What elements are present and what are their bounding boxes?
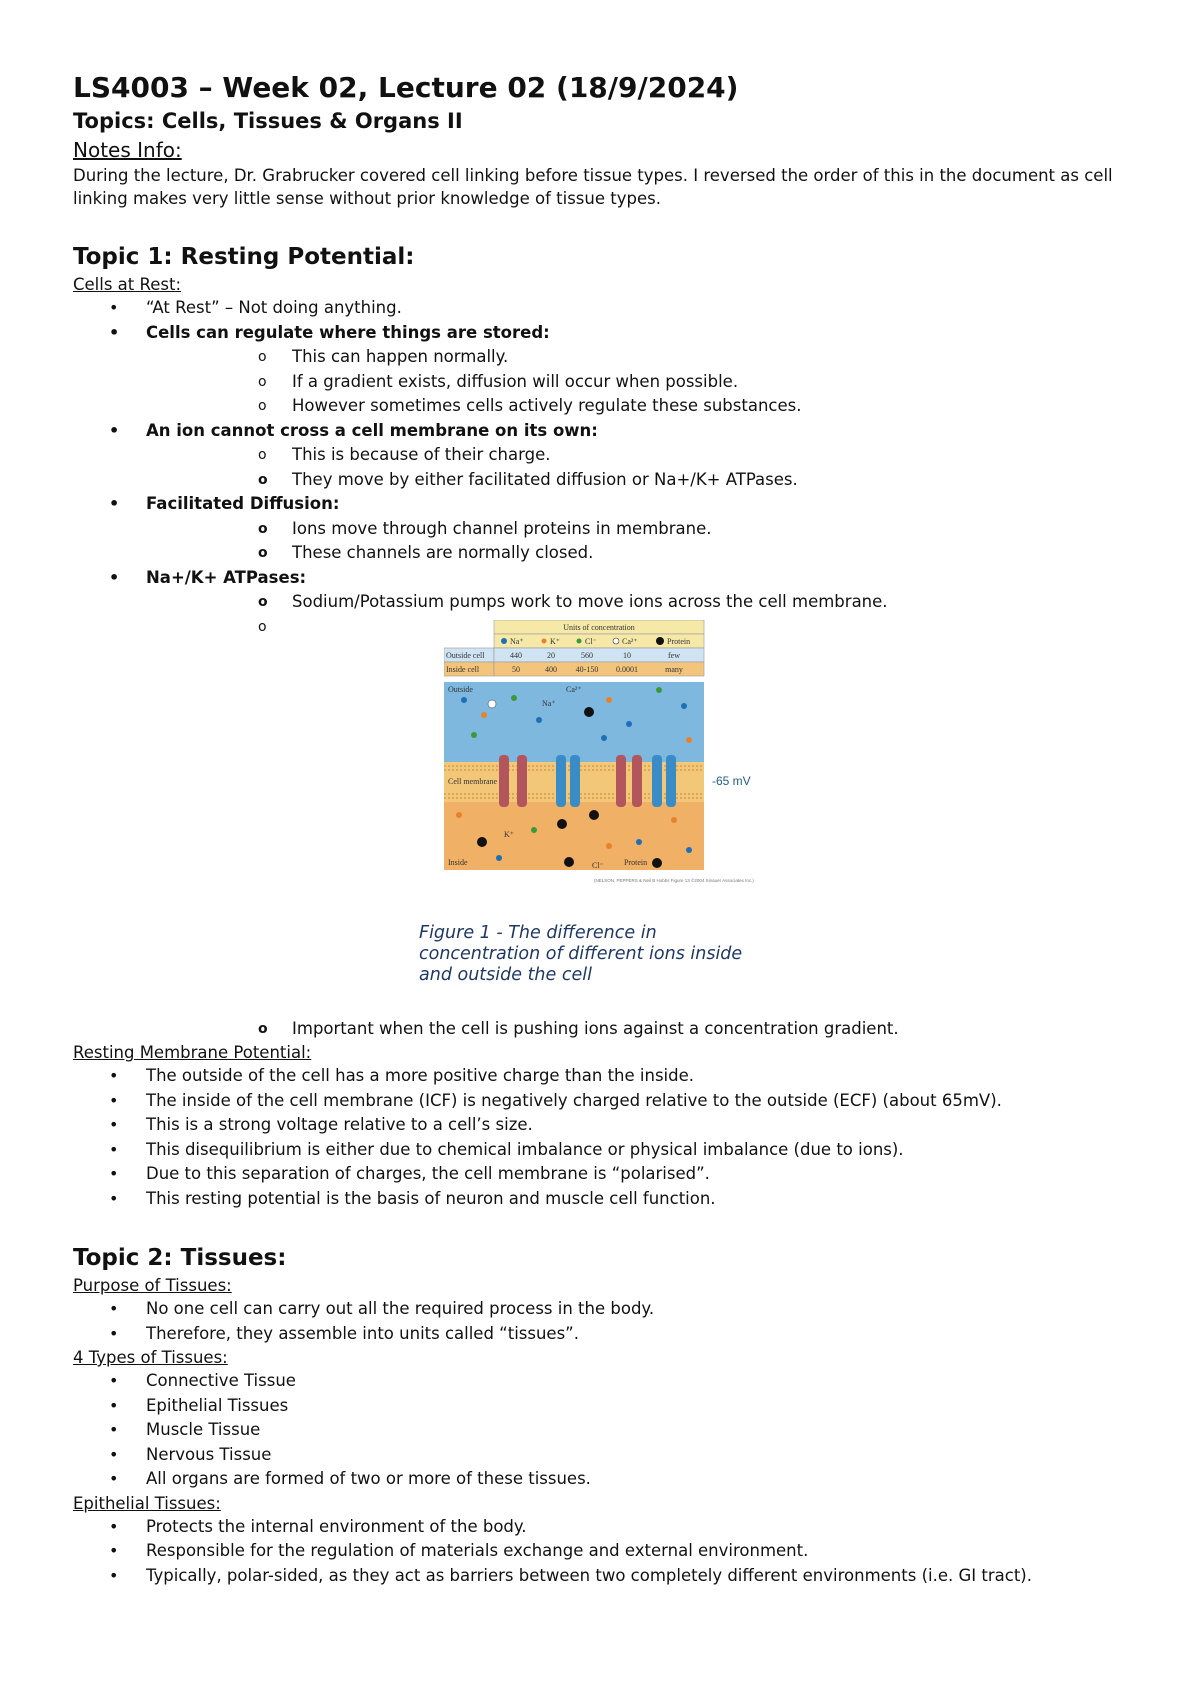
cells-at-rest-list [73, 296, 1133, 1041]
sub-list-item: o However sometimes cells actively regulate these substances. [146, 394, 1133, 419]
list-item: • The inside of the cell membrane (ICF) is negatively charged relative to the outside (ECF) (about 65mV). [73, 1089, 1133, 1114]
figure-wrap [146, 615, 1133, 1017]
list-item [73, 492, 1133, 566]
list-item: • This resting potential is the basis of neuron and muscle cell function. [73, 1187, 1133, 1212]
list-item: • All organs are formed of two or more of these tissues. [73, 1467, 1133, 1492]
document-page [73, 70, 1133, 1588]
list-item-text: Cells can regulate where things are stored: [146, 322, 550, 342]
sub-list-item: o Ions move through channel proteins in membrane. [146, 517, 1133, 542]
tissue-types-list [73, 1369, 1133, 1492]
cells-at-rest-heading: Cells at Rest: [73, 275, 182, 294]
table-title: o Units of concentration [563, 622, 635, 632]
notes-info-text: During the lecture, Dr. Grabrucker covered cell linking before tissue types. I reversed the order of this in the document as cell linking makes very little sense without prior knowledge of tissue types. [73, 166, 1113, 208]
ion-header: Ca²⁺ [622, 636, 638, 646]
list-item: • Protects the internal environment of the body. [73, 1515, 1133, 1540]
page-title: LS4003 – Week 02, Lecture 02 (18/9/2024) [73, 71, 739, 104]
ion-header: Protein [667, 636, 691, 646]
table-cell: many [665, 664, 683, 674]
list-item: • Nervous Tissue [73, 1443, 1133, 1468]
purpose-list [73, 1297, 1133, 1346]
row-label: Outside cell [446, 650, 485, 660]
ion-header: Cl⁻ [585, 636, 597, 646]
ion-concentration-figure [444, 620, 834, 897]
ion-label-na: Na⁺ [542, 698, 556, 708]
outside-compartment [444, 682, 704, 762]
table-cell: 20 [547, 650, 555, 660]
sub-list-item: o Sodium/Potassium pumps work to move ions across the cell membrane. [146, 590, 1133, 615]
list-item: • This is a strong voltage relative to a cell’s size. [73, 1113, 1133, 1138]
protein-label: Protein [624, 857, 648, 867]
outside-label: Outside [448, 684, 473, 694]
table-cell: 10 [623, 650, 631, 660]
list-item [73, 321, 1133, 419]
list-item: • “At Rest” – Not doing anything. [73, 296, 1133, 321]
list-item: • No one cell can carry out all the required process in the body. [73, 1297, 1133, 1322]
ion-header: Na⁺ [510, 636, 524, 646]
table-row-outside [444, 648, 704, 662]
figure-credit: (NELSON, PEPPERS & Neil B Hobbs Figure 13 ©2004 Sinauer Associates Inc.) [594, 877, 754, 883]
list-item-text: An ion cannot cross a cell membrane on its own: [146, 420, 598, 440]
ion-header: K⁺ [550, 636, 560, 646]
ion-label-k: K⁺ [504, 829, 514, 839]
purpose-of-tissues-heading: Purpose of Tissues: [73, 1276, 232, 1295]
sub-list [146, 345, 1133, 419]
sub-list-item: o This is because of their charge. [146, 443, 1133, 468]
sub-list [146, 590, 1133, 1041]
topic2-heading: Topic 2: Tissues: [73, 1245, 287, 1271]
sub-list-item: o Important when the cell is pushing ions against a concentration gradient. [146, 1017, 1133, 1042]
topics-subtitle: Topics: Cells, Tissues & Organs II [73, 109, 463, 133]
list-item: • Due to this separation of charges, the cell membrane is “polarised”. [73, 1162, 1133, 1187]
sub-list [146, 517, 1133, 566]
resting-membrane-potential-heading: Resting Membrane Potential: [73, 1043, 312, 1062]
list-item: • Epithelial Tissues [73, 1394, 1133, 1419]
epithelial-list [73, 1515, 1133, 1589]
inside-label: Inside [448, 857, 468, 867]
membrane-label: Cell membrane [448, 776, 498, 786]
sub-list-item: o This can happen normally. [146, 345, 1133, 370]
list-item [73, 566, 1133, 1042]
membrane-voltage-label: -65 mV [712, 773, 751, 788]
sub-list-item: o These channels are normally closed. [146, 541, 1133, 566]
resting-potential-list [73, 1064, 1133, 1211]
table-cell: few [668, 650, 680, 660]
table-ion-header [494, 634, 704, 648]
figure-container [146, 615, 1133, 1017]
notes-info-heading: Notes Info: [73, 138, 182, 162]
table-cell: 40-150 [575, 664, 599, 674]
table-cell: 400 [545, 664, 557, 674]
list-item-text: Na+/K+ ATPases: [146, 567, 307, 587]
figure-caption: Figure 1 - The difference in concentration of different ions inside and outside the cell [419, 922, 743, 985]
list-item: • Therefore, they assemble into units called “tissues”. [73, 1322, 1133, 1347]
epithelial-tissues-heading: Epithelial Tissues: [73, 1493, 221, 1513]
list-item: • This disequilibrium is either due to chemical imbalance or physical imbalance (due to ions). [73, 1138, 1133, 1163]
row-label: Inside cell [446, 664, 480, 674]
list-item: • Connective Tissue [73, 1369, 1133, 1394]
sub-list-item: o They move by either facilitated diffusion or Na+/K+ ATPases. [146, 468, 1133, 493]
list-item-text: Facilitated Diffusion: [146, 494, 340, 513]
list-item: • Muscle Tissue [73, 1418, 1133, 1443]
table-cell: 0.0001 [616, 664, 638, 674]
inside-compartment [444, 802, 704, 870]
list-item [73, 419, 1133, 493]
list-item: • Typically, polar-sided, as they act as barriers between two completely different environments (i.e. GI tract). [73, 1564, 1133, 1589]
list-item: • The outside of the cell has a more positive charge than the inside. [73, 1064, 1133, 1089]
table-cell: 50 [512, 664, 520, 674]
ion-label-ca: Ca²⁺ [566, 684, 582, 694]
table-row-inside [444, 662, 704, 676]
sub-list [146, 443, 1133, 492]
ion-label-cl: Cl⁻ [592, 860, 604, 870]
table-cell: 560 [581, 650, 593, 660]
topic1-heading: Topic 1: Resting Potential: [73, 244, 415, 270]
sub-list-item: o If a gradient exists, diffusion will occur when possible. [146, 370, 1133, 395]
list-item: • Responsible for the regulation of materials exchange and external environment. [73, 1539, 1133, 1564]
table-cell: 440 [510, 650, 522, 660]
types-of-tissues-heading: 4 Types of Tissues: [73, 1348, 228, 1367]
